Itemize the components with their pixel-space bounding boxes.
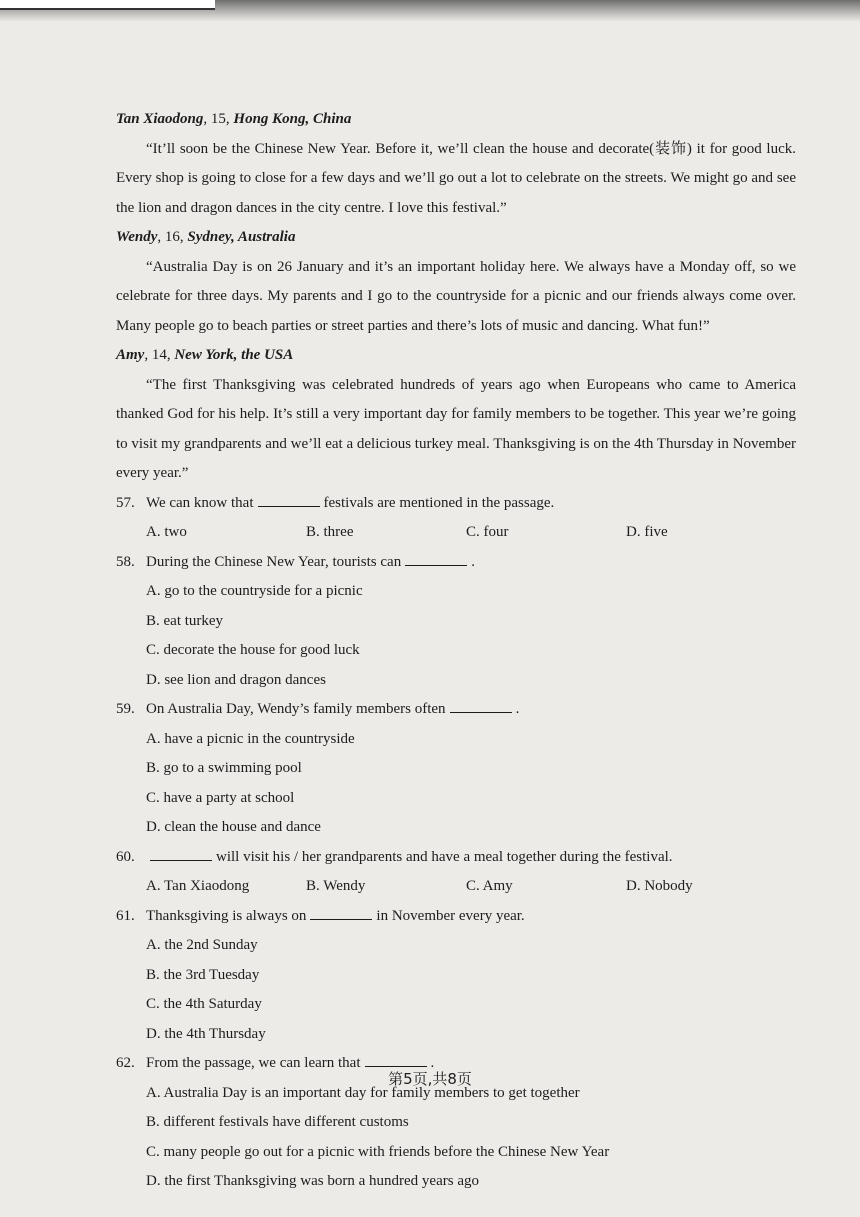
exam-page bbox=[116, 105, 796, 1197]
author-place: New York, the USA bbox=[174, 347, 294, 363]
author-name: Tan Xiaodong bbox=[116, 111, 204, 127]
question-61 bbox=[116, 902, 796, 932]
options-59 bbox=[116, 725, 796, 843]
question-number: 62. bbox=[116, 1055, 135, 1071]
option-a: A. Australia Day is an important day for family members to get together bbox=[146, 1084, 580, 1101]
author-line bbox=[116, 223, 796, 253]
option-c: C. many people go out for a picnic with friends before the Chinese New Year bbox=[146, 1143, 610, 1160]
question-stem-post: will visit his / her grandparents and have a meal together during the festival. bbox=[216, 848, 673, 865]
author-info: , 14, bbox=[144, 347, 175, 363]
question-number: 60. bbox=[116, 848, 135, 865]
options-60 bbox=[116, 872, 796, 902]
question-number: 57. bbox=[116, 494, 135, 511]
option-a: A. go to the countryside for a picnic bbox=[146, 583, 363, 599]
question-stem-post: . bbox=[430, 1055, 435, 1071]
option-c: C. the 4th Saturday bbox=[146, 996, 262, 1012]
author-info: , 15, bbox=[203, 111, 234, 127]
option-d: D. five bbox=[626, 524, 668, 540]
option-d: D. clean the house and dance bbox=[146, 819, 321, 835]
option-a: A. the 2nd Sunday bbox=[146, 937, 258, 953]
option-c: C. four bbox=[466, 524, 509, 540]
question-stem-post: . bbox=[515, 701, 520, 717]
answer-blank bbox=[450, 698, 512, 713]
option-c: C. decorate the house for good luck bbox=[146, 642, 360, 658]
question-stem-pre: We can know that bbox=[146, 494, 254, 511]
author-line bbox=[116, 105, 796, 135]
passage-paragraph: “Australia Day is on 26 January and it’s an important holiday here. We always have a Monday off, so we celebrate for three days. My parents and I go to the countryside for a picnic and our friends always come over. Many people go to beach parties or street parties and there’s lots of music and dancing. What fun!” bbox=[116, 258, 796, 334]
question-stem-post: festivals are mentioned in the passage. bbox=[323, 494, 555, 511]
question-number: 59. bbox=[116, 701, 135, 717]
question-stem-pre: During the Chinese New Year, tourists can bbox=[146, 553, 402, 570]
options-57 bbox=[116, 518, 796, 548]
options-61 bbox=[116, 931, 796, 1049]
question-60 bbox=[116, 843, 796, 873]
author-line bbox=[116, 341, 796, 371]
answer-blank bbox=[405, 551, 467, 566]
question-58 bbox=[116, 548, 796, 578]
option-b: B. eat turkey bbox=[146, 612, 224, 629]
passage-paragraph: “The first Thanksgiving was celebrated hundreds of years ago when Europeans who came to America thanked God for his help. It’s still a very important day for family members to be together. This year we’re going to visit my grandparents and we’ll eat a delicious turkey meal. Thanksgiving is on the 4th Thursday in November every year.” bbox=[116, 376, 796, 481]
author-name: Amy bbox=[116, 347, 145, 363]
option-b: B. different festivals have different customs bbox=[146, 1114, 409, 1130]
option-b: B. three bbox=[306, 524, 354, 540]
scan-corner-tab bbox=[0, 0, 215, 10]
option-b: B. go to a swimming pool bbox=[146, 760, 302, 776]
options-62 bbox=[116, 1079, 796, 1197]
author-info: , 16, bbox=[157, 229, 188, 245]
option-a: A. two bbox=[146, 524, 187, 540]
question-stem-post: . bbox=[471, 553, 475, 570]
author-place: Hong Kong, China bbox=[233, 111, 352, 127]
answer-blank bbox=[258, 492, 320, 507]
question-stem-pre: Thanksgiving is always on bbox=[146, 907, 307, 924]
option-d: D. the 4th Thursday bbox=[146, 1025, 266, 1042]
author-name: Wendy bbox=[116, 229, 158, 245]
options-58 bbox=[116, 577, 796, 695]
answer-blank bbox=[310, 905, 372, 920]
question-57 bbox=[116, 489, 796, 519]
question-stem-post: in November every year. bbox=[376, 907, 525, 924]
question-59 bbox=[116, 695, 796, 725]
option-d: D. Nobody bbox=[626, 878, 693, 894]
question-stem-pre: On Australia Day, Wendy’s family members often bbox=[146, 701, 446, 717]
option-b: B. Wendy bbox=[306, 878, 366, 894]
option-d: D. see lion and dragon dances bbox=[146, 671, 326, 688]
answer-blank bbox=[365, 1052, 427, 1067]
option-d: D. the first Thanksgiving was born a hundred years ago bbox=[146, 1173, 479, 1189]
question-number: 58. bbox=[116, 553, 135, 570]
passage-paragraph: “It’ll soon be the Chinese New Year. Before it, we’ll clean the house and decorate(装饰) it for good luck. Every shop is going to close for a few days and we’ll go out a lot to celebrate on the streets. We might go and see the lion and dragon dances in the city centre. I love this festival.” bbox=[116, 140, 796, 216]
option-a: A. have a picnic in the countryside bbox=[146, 730, 355, 747]
option-c: C. have a party at school bbox=[146, 789, 295, 806]
question-number: 61. bbox=[116, 907, 135, 924]
page-footer: 第5页,共8页 bbox=[388, 1070, 472, 1088]
option-c: C. Amy bbox=[466, 878, 513, 894]
answer-blank bbox=[150, 846, 212, 861]
author-place: Sydney, Australia bbox=[187, 229, 296, 245]
option-b: B. the 3rd Tuesday bbox=[146, 966, 260, 983]
question-stem-pre: From the passage, we can learn that bbox=[146, 1055, 361, 1071]
option-a: A. Tan Xiaodong bbox=[146, 878, 250, 894]
